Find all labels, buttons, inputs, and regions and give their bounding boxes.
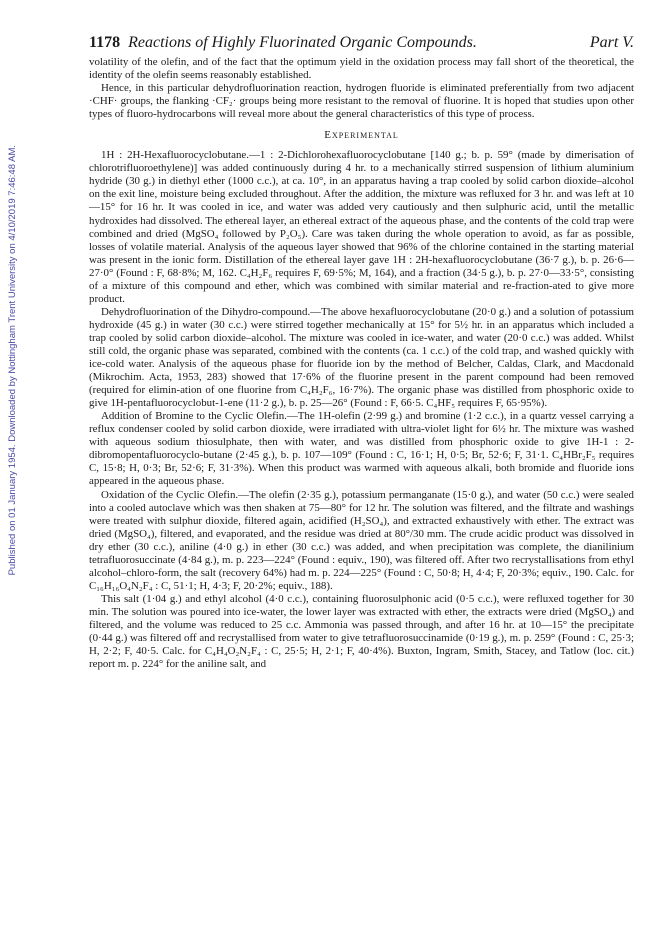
page-number: 1178: [89, 34, 121, 51]
running-header: [89, 34, 634, 52]
running-title: Reactions of Highly Fluorinated Organic Compounds.: [128, 34, 477, 51]
paragraph-oxidation: Oxidation of the Cyclic Olefin.—The olefin (2·35 g.), potassium permanganate (15·0 g.), and water (50 c.c.) were sealed into a cooled autoclave which was then shaken at 75—80° for 12 hr. The solution was filtered, and the filtrate and washings were treated with sulphur dioxide, filtered again, acidified (H₂SO₄), and extracted exhaustively with ether. The extract was dried (MgSO₄), filtered, and evaporated, and the residue was dried at 80°/30 mm. The crude acidic product was dissolved in dry ether (30 c.c.), aniline (4·0 g.) in ether (30 c.c.) was added, and when precipitation was complete, the dianilinium tetrafluorosuccinate (4·84 g.), m. p. 223—224° (Found : equiv., 190), was filtered off. After two recrystallisations from ethyl alcohol–chloro-form, the salt (recovery 64%) had m. p. 224—225° (Found : C, 50·8; H, 4·4; F, 20·3%; equiv., 190. Calc. for C₁₆H₁₆O₄N₂F₄ : C, 51·1; H, 4·3; F, 20·2%; equiv., 188).: [89, 488, 634, 592]
paragraph-hexafluorocyclobutane: 1H : 2H-Hexafluorocyclobutane.—1 : 2-Dichlorohexafluorocyclobutane [140 g.; b. p. 59° (made by dimerisation of chlorotrifluoroethylene)] was added continuously during 4 hr. to a mechanically stirred suspension of lithium aluminium hydride (30 g.) in diethyl ether (1000 c.c.), at ca. 10°, in an apparatus having a trap cooled by solid carbon dioxide–alcohol on the exit line, moisture being excluded throughout. After the addition, the mixture was refluxed for 3 hr. and was left at 10—15° for 16 hr. It was cooled in ice, and water was added very cautiously and then sulphuric acid, until the metallic hydroxides had dissolved. The ethereal layer, an ethereal extract of the aqueous phase, and the contents of the cold trap were combined and dried (MgSO₄ followed by P₂O₅). Care was taken during the whole operation to avoid, as far as possible, losses of volatile material. Analysis of the aqueous layer showed that 96% of the chlorine contained in the starting material was present in the ionic form. Distillation of the ethereal layer gave 1H : 2H-hexafluorocyclobutane (36·7 g.), b. p. 26·6—27·0° (Found : F, 68·8%; M, 162. C₄H₂F₆ requires F, 69·5%; M, 164), and a fraction (34·5 g.), b. p. 27·0—33·5°, consisting of a mixture of this compound and ether, which was combined with similar material and re-fraction-ated to give more product.: [89, 149, 634, 305]
paragraph-bromine-addition: Addition of Bromine to the Cyclic Olefin.—The 1H-olefin (2·99 g.) and bromine (1·2 c.c.), in a quartz vessel carrying a reflux condenser cooled by solid carbon dioxide, were irradiated with ultra-violet light for 6½ hr. The mixture was washed with aqueous sodium thiosulphate, then with water, and was distilled from phosphoric oxide to give 1H-1 : 2-dibromopentafluorocyclo-butane (2·45 g.), b. p. 107—109° (Found : C, 16·1; H, 0·5; Br, 52·6; F, 31·1. C₄HBr₂F₅ requires C, 15·8; H, 0·3; Br, 52·6; F, 31·3%). When this product was warmed with aqueous alkali, both bromide and fluoride ions appeared in the aqueous phase.: [89, 410, 634, 488]
body-text: [89, 56, 634, 671]
paragraph-salt-treatment: This salt (1·04 g.) and ethyl alcohol (4·0 c.c.), containing fluorosulphonic acid (0·5 c.c.), were refluxed together for 30 min. The solution was poured into ice-water, the lower layer was extracted with ether, the extracts were dried (MgSO₄) and filtered, and the volume was reduced to 25 c.c. Ammonia was passed through, and after 16 hr. at 10—15° the precipitate (0·44 g.) was filtered off and recrystallised from water to give tetrafluorosuccinamide (0·19 g.), m. p. 259° (Found : C, 25·3; H, 2·2; F, 40·5. Calc. for C₄H₄O₂N₂F₄ : C, 25·5; H, 2·1; F, 40·4%). Buxton, Ingram, Smith, Stacey, and Tatlow (loc. cit.) report m. p. 224° for the aniline salt, and: [89, 592, 634, 671]
paragraph-continued: volatility of the olefin, and of the fact that the optimum yield in the oxidation process may fall short of the theoretical, the identity of the olefin seems reasonably established.: [89, 56, 634, 82]
paragraph-dehydrofluorination: Dehydrofluorination of the Dihydro-compound.—The above hexafluorocyclobutane (20·0 g.) and a solution of potassium hydroxide (45 g.) in water (30 c.c.) were stirred together mechanically at 15° for 5½ hr. in an apparatus which included a trap cooled by solid carbon dioxide–alcohol. The mixture was cooled in ice-water, and water (20·0 c.c.) was added. Whilst still cold, the organic phase was separated, combined with the contents (ca. 1 c.c.) of the cold trap, and washed quickly with ice-cold water. Analysis of the aqueous phase for fluoride ion by the method of Belcher, Caldas, Clark, and Macdonald (Mikrochim. Acta, 1953, 283) showed that 17·6% of the fluorine present in the parent compound had been removed (required for elimin-ation of one fluorine from C₄H₂F₆, 16·7%). The organic phase was distilled from phosphoric oxide to give 1H-pentafluorocyclobut-1-ene (11·2 g.), b. p. 25—26° (Found : F, 66·5. C₄HF₅ requires F, 65·95%).: [89, 305, 634, 410]
download-watermark: [4, 40, 20, 680]
download-watermark-text: Published on 01 January 1954. Downloaded by Nottingham Trent University on 4/10/2019 7:46:48 AM.: [6, 144, 18, 576]
paragraph-conclusion: Hence, in this particular dehydrofluorination reaction, hydrogen fluoride is eliminated preferentially from two adjacent ·CHF· groups, the flanking ·CF₂· groups being more resistant to the removal of fluorine. It is hoped that studies upon other types of fluoro-hydrocarbons will reveal more about the general characteristics of this type of process.: [89, 82, 634, 121]
part-label: Part V.: [589, 34, 634, 51]
section-heading: Experimental: [324, 129, 399, 142]
